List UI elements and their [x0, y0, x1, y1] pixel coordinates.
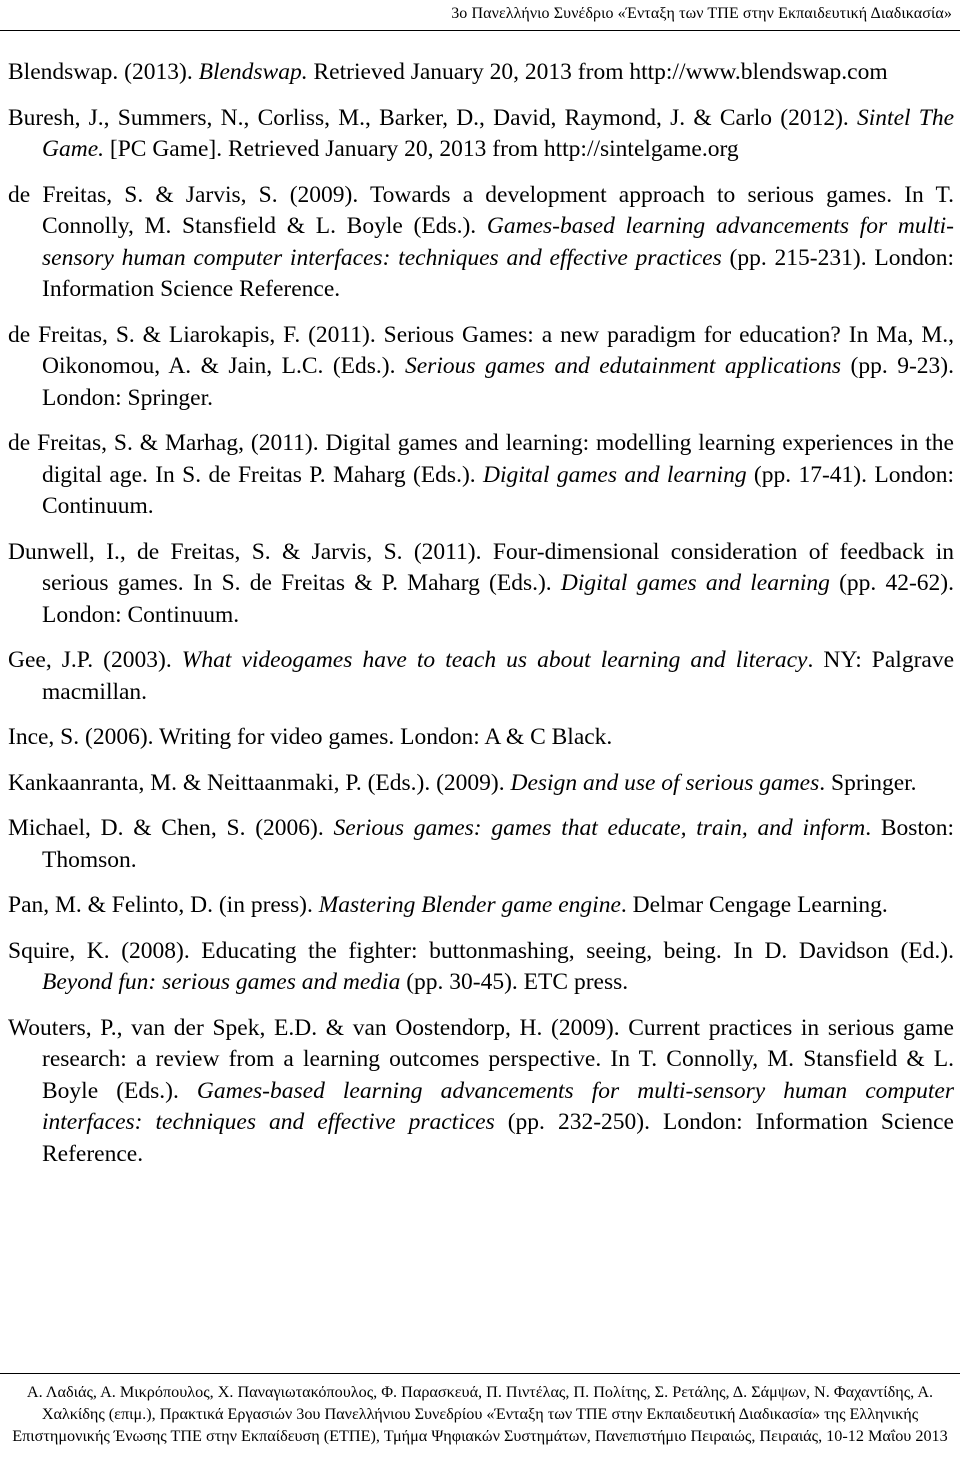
reference-text: Wouters, P., van der Spek, E.D. & van Oostendorp, H. (2009). Current practices in serious game research: a review from a learning outcomes perspective. In T. Connolly, M. Stansfield & L. Boyle (Eds.). [8, 1014, 954, 1104]
reference-title: Blendswap. [198, 59, 308, 85]
reference-text: Pan, M. & Felinto, D. (in press). [8, 892, 319, 918]
reference-entry-ince [8, 722, 954, 754]
reference-title: Sintel The Game. [42, 104, 954, 162]
reference-title: Beyond fun: serious games and media [42, 969, 401, 995]
reference-entry-defreitas-liarokapis-2011 [8, 320, 954, 415]
reference-entry-michael [8, 813, 954, 876]
reference-text: de Freitas, S. & Liarokapis, F. (2011). Serious Games: a new paradigm for education? In Ma, M., Oikonomou, A. & Jain, L.C. (Eds.). [8, 321, 954, 379]
reference-text: Kankaanranta, M. & Neittaanmaki, P. (Eds.). (2009). [8, 769, 511, 796]
reference-text: Squire, K. (2008). Educating the fighter: buttonmashing, seeing, being. In D. Davidson (Ed.). [8, 937, 954, 964]
reference-entry-pan [8, 890, 954, 922]
running-header: 3ο Πανελλήνιο Συνέδριο «Ένταξη των ΤΠΕ στην Εκπαιδευτική Διαδικασία» [451, 5, 952, 22]
reference-entry-defreitas-jarvis-2009 [8, 180, 954, 306]
header-divider [0, 30, 960, 31]
reference-title: Mastering Blender game engine [318, 892, 621, 918]
reference-entry-squire [8, 936, 954, 999]
reference-title: Digital games and learning [483, 461, 747, 488]
reference-entry-dunwell [8, 537, 954, 632]
reference-text: [PC Game]. Retrieved January 20, 2013 from http://sintelgame.org [104, 136, 739, 162]
footer-divider [0, 1373, 960, 1374]
reference-title: Serious games: games that educate, train, and inform [333, 815, 866, 841]
reference-text: (pp. 9-23). London: Springer. [42, 353, 954, 411]
reference-text: Gee, J.P. (2003). [8, 647, 182, 673]
reference-title: Design and use of serious games [510, 769, 820, 796]
reference-entry-kankaanranta [8, 768, 954, 800]
reference-text: (pp. 42-62). London: Continuum. [42, 570, 955, 628]
reference-text: Buresh, J., Summers, N., Corliss, M., Barker, D., David, Raymond, J. & Carlo (2012). [8, 104, 858, 131]
reference-text: de Freitas, S. & Jarvis, S. (2009). Towards a development approach to serious games. In T. Connolly, M. Stansfield & L. Boyle (Eds.). [8, 181, 954, 239]
reference-title: Games-based learning advancements for multi-sensory human computer interfaces: techniques and effective practices [42, 213, 954, 271]
reference-title: What videogames have to teach us about learning and literacy [181, 647, 808, 673]
reference-text: (pp. 30-45). ETC press. [400, 969, 629, 995]
reference-text: . NY: Palgrave macmillan. [42, 647, 955, 705]
reference-text: Dunwell, I., de Freitas, S. & Jarvis, S. (2011). Four-dimensional consideration of feedback in serious games. In S. de Freitas & P. Maharg (Eds.). [8, 538, 954, 596]
reference-text: Blendswap. (2013). [8, 59, 199, 85]
reference-text: (pp. 232-250). London: Information Science Reference. [42, 1109, 954, 1167]
reference-text: Retrieved January 20, 2013 from http://www.blendswap.com [307, 59, 888, 85]
reference-text: Michael, D. & Chen, S. (2006). [8, 815, 334, 841]
reference-entry-gee [8, 645, 954, 708]
reference-title: Games-based learning advancements for multi-sensory human computer interfaces: techniques and effective practices [42, 1077, 954, 1135]
reference-list [8, 57, 954, 1184]
reference-text: Ince, S. (2006). Writing for video games. London: A & C Black. [8, 724, 613, 750]
reference-text: (pp. 17-41). London: Continuum. [42, 461, 954, 519]
reference-entry-wouters [8, 1013, 954, 1171]
reference-title: Digital games and learning [560, 570, 830, 596]
footer-citation: Α. Λαδιάς, Α. Μικρόπουλος, Χ. Παναγιωτακόπουλος, Φ. Παρασκευά, Π. Πιντέλας, Π. Πολίτης, Σ. Ρετάλης, Δ. Σάμψων, Ν. Φαχαντίδης, Α. Χαλκίδης (επιμ.), Πρακτικά Εργασιών 3ου Πανελλήνιου Συνεδρίου «Ένταξη των ΤΠΕ στην Εκπαιδευτική Διαδικασία» της Ελληνικής Επιστημονικής Ένωσης ΤΠΕ στην Εκπαίδευση (ΕΤΠΕ), Τμήμα Ψηφιακών Συστημάτων, Πανεπιστήμιο Πειραιώς, Πειραιάς, 10-12 Μαΐου 2013 [12, 1383, 948, 1445]
reference-entry-blendswap [8, 57, 954, 89]
reference-title: Serious games and edutainment applications [405, 353, 842, 379]
reference-text: . Boston: Thomson. [42, 815, 954, 873]
reference-entry-buresh [8, 103, 954, 166]
reference-text: de Freitas, S. & Marhag, (2011). Digital games and learning: modelling learning experiences in the digital age. In S. de Freitas P. Maharg (Eds.). [8, 430, 954, 488]
reference-text: (pp. 215-231). London: Information Science Reference. [42, 244, 954, 302]
reference-entry-defreitas-marhag-2011 [8, 428, 954, 523]
reference-text: . Springer. [819, 769, 917, 796]
reference-text: . Delmar Cengage Learning. [620, 892, 888, 918]
